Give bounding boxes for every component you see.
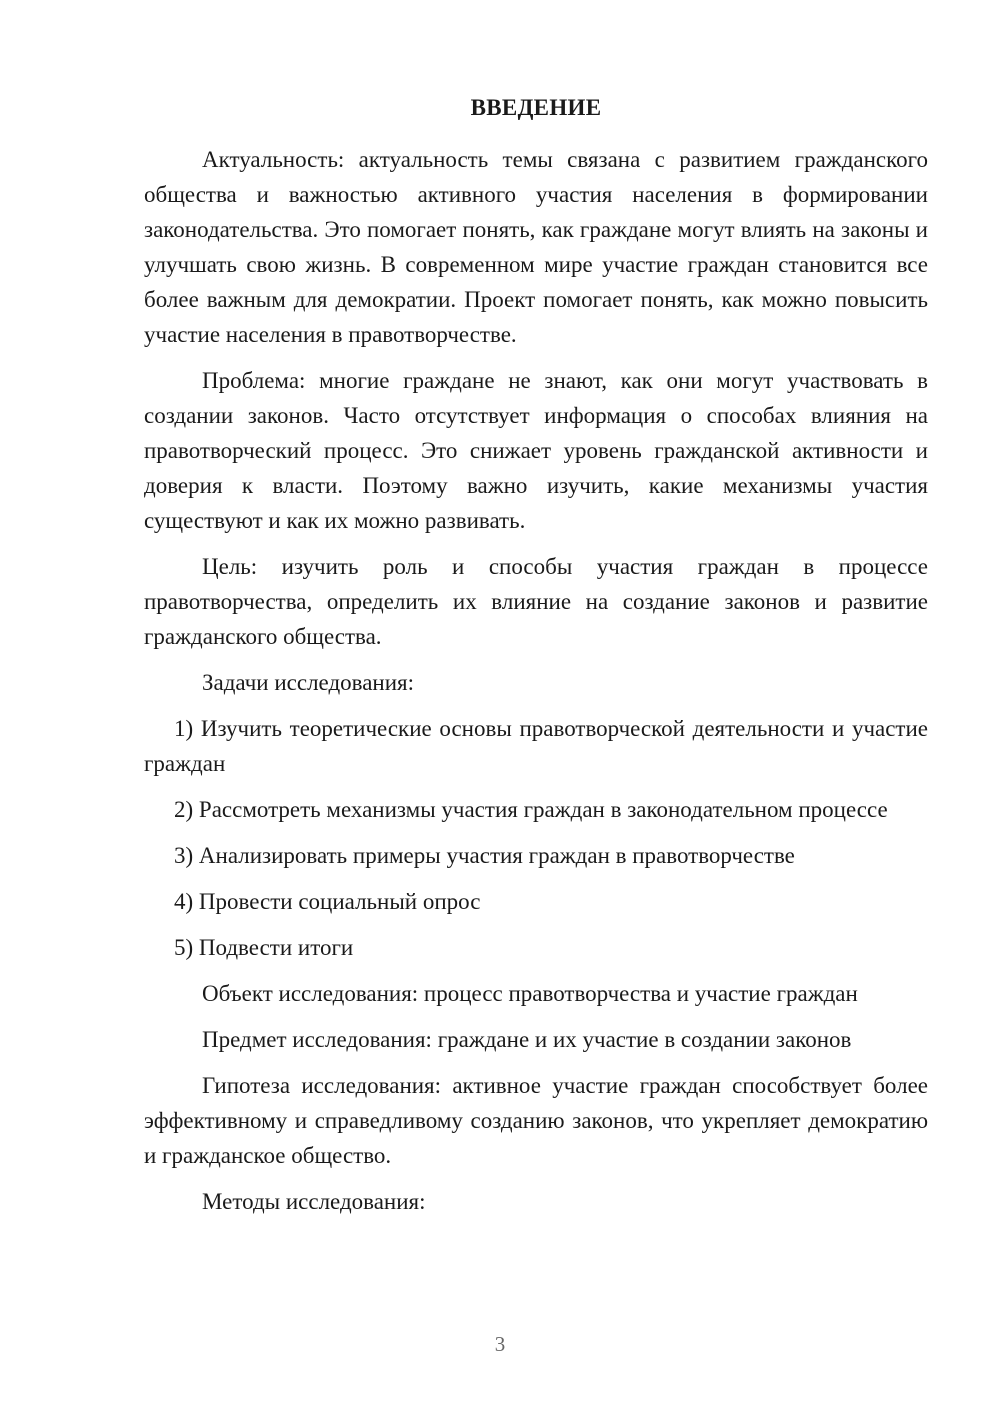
goal-paragraph: Цель: изучить роль и способы участия граждан в процессе правотворчества, определить их влияние на создание законов и развитие гражданского общества. (144, 554, 928, 649)
task-item: 3) Анализировать примеры участия граждан в правотворчестве (174, 843, 795, 868)
problem-paragraph: Проблема: многие граждане не знают, как они могут участвовать в создании законов. Часто отсутствует информация о способах влияния на правотворческий процесс. Это снижает уровень гражданской активности и доверия к власти. Поэтому важно изучить, какие механизмы участия существуют и как их можно развивать. (144, 368, 928, 533)
subject-paragraph: Предмет исследования: граждане и их участие в создании законов (202, 1027, 852, 1052)
task-item: 1) Изучить теоретические основы правотворческой деятельности и участие граждан (144, 716, 928, 776)
hypothesis-paragraph: Гипотеза исследования: активное участие граждан способствует более эффективному и справедливому созданию законов, что укрепляет демократию и гражданское общество. (144, 1073, 928, 1168)
tasks-heading: Задачи исследования: (202, 670, 415, 695)
task-item: 5) Подвести итоги (174, 935, 354, 960)
task-item: 2) Рассмотреть механизмы участия граждан в законодательном процессе (174, 797, 888, 822)
object-paragraph: Объект исследования: процесс правотворчества и участие граждан (202, 981, 858, 1006)
page-content (144, 90, 928, 1219)
page-number: 3 (494, 1332, 506, 1356)
section-title: ВВЕДЕНИЕ (470, 95, 602, 120)
relevance-paragraph: Актуальность: актуальность темы связана с развитием гражданского общества и важностью активного участия населения в формировании законодательства. Это помогает понять, как граждане могут влиять на законы и улучшать свою жизнь. В современном мире участие граждан становится все более важным для демократии. Проект помогает понять, как можно повысить участие населения в правотворчестве. (144, 147, 928, 347)
task-item: 4) Провести социальный опрос (174, 889, 481, 914)
methods-heading: Методы исследования: (202, 1189, 426, 1214)
